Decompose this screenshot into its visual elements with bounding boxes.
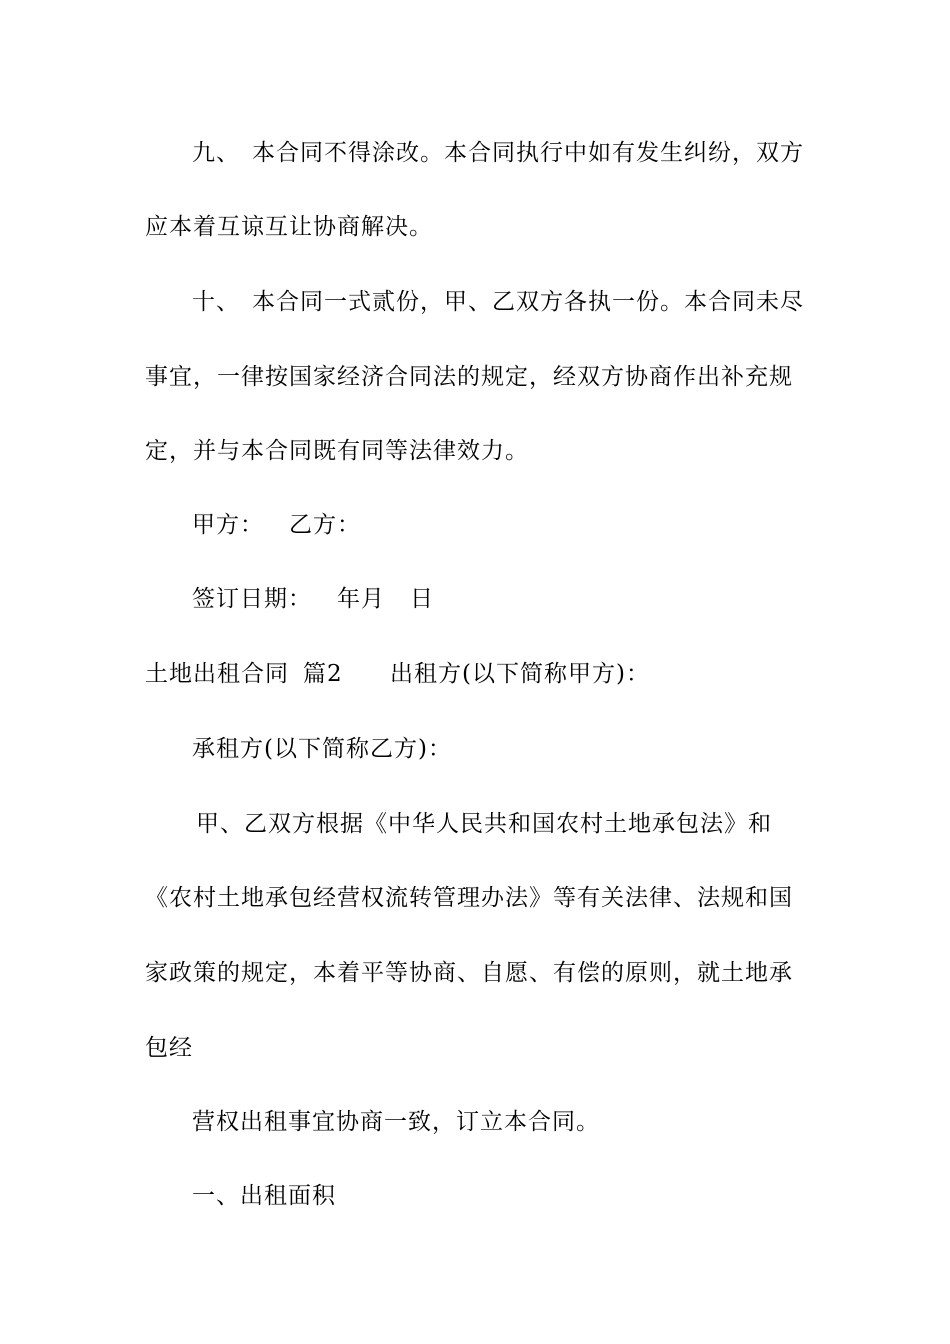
intro-line-2: 《农村土地承包经营权流转管理办法》等有关法律、法规和国 — [145, 885, 793, 911]
intro-line-3: 家政策的规定，本着平等协商、自愿、有偿的原则，就土地承 — [145, 960, 793, 986]
clause-9-text: 本合同不得涂改。本合同执行中如有发生纠纷，双方 — [252, 140, 804, 166]
party-b-label: 乙方： — [289, 512, 361, 538]
lessor-label: 出租方(以下简称甲方)： — [390, 661, 650, 687]
clause-10-line-3: 定，并与本合同既有同等法律效力。 — [145, 438, 529, 464]
intro-line-5: 营权出租事宜协商一致，订立本合同。 — [192, 1109, 600, 1135]
clause-10-text: 本合同一式贰份，甲、乙双方各执一份。本合同未尽 — [252, 289, 804, 315]
item-1-heading: 一、出租面积 — [192, 1183, 336, 1209]
signing-date-year-month: 年月 — [337, 586, 385, 612]
clause-9-number: 九、 — [192, 140, 240, 166]
clause-10-line-2: 事宜，一律按国家经济合同法的规定，经双方协商作出补充规 — [145, 364, 793, 390]
clause-10-number: 十、 — [192, 289, 240, 315]
lessee-label: 承租方(以下简称乙方)： — [192, 736, 452, 762]
signing-date-day: 日 — [410, 586, 434, 612]
clause-9-line-2: 应本着互谅互让协商解决。 — [145, 214, 433, 240]
party-a-label: 甲方： — [192, 512, 264, 538]
section-2-title: 土地出租合同 — [145, 661, 289, 687]
section-2-part: 篇2 — [303, 661, 343, 687]
intro-line-1: 甲、乙双方根据《中华人民共和国农村土地承包法》和 — [196, 811, 772, 837]
signing-date-label: 签订日期： — [192, 586, 312, 612]
intro-line-4: 包经 — [145, 1035, 193, 1061]
